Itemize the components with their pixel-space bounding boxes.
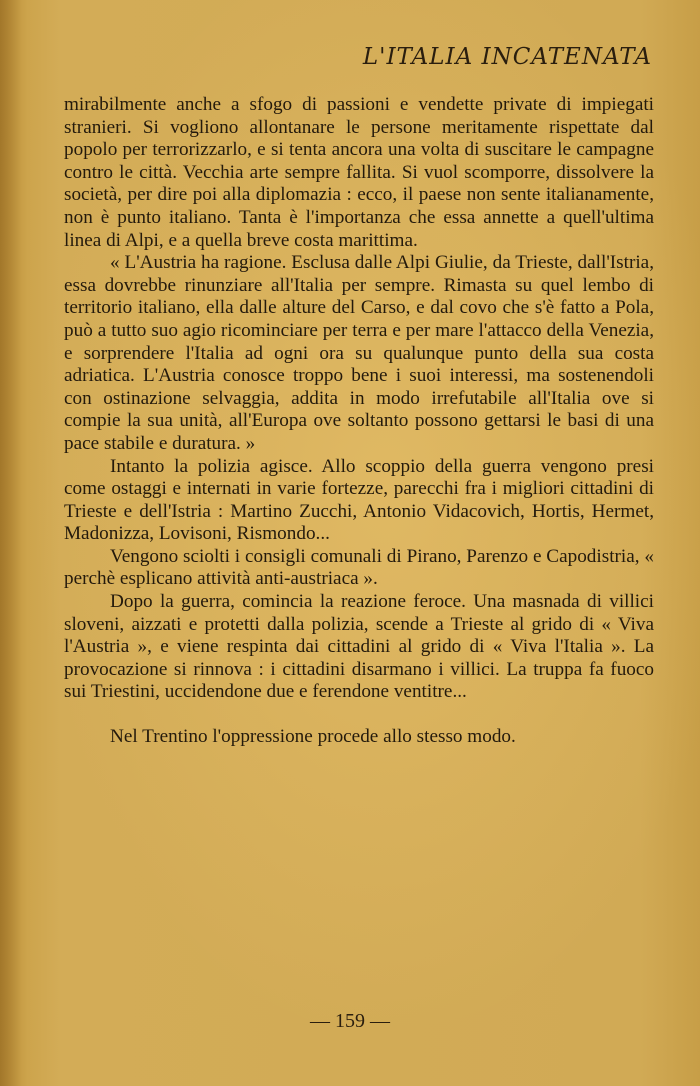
- spine-shadow: [0, 0, 22, 1086]
- paragraph-2: « L'Austria ha ragione. Esclusa dalle Alpi Giulie, da Trieste, dall'Istria, essa dovrebbe rinunziare all'Italia per sempre. Rimasta su quel lembo di territorio italiano, ella dalle alture del Carso, e dal covo che s'è fatto a Pola, può a tutto suo agio ricominciare per terra e per mare l'attacco della Venezia, e sorprendere l'Italia ad ogni ora su qualunque punto della sua costa adriatica. L'Austria conosce troppo bene i suoi interessi, ma sostenendoli con ostinazione selvaggia, addita in modo irrefutabile all'Italia ove si compie la sua unità, all'Europa ove soltanto possono gettarsi le basi di una pace stabile e duratura. »: [64, 252, 654, 454]
- paragraph-gap: [64, 704, 654, 726]
- page-number: — 159 —: [310, 1010, 390, 1032]
- running-head: L'ITALIA INCATENATA: [362, 44, 652, 70]
- paragraph-5: Dopo la guerra, comincia la reazione feroce. Una masnada di villici sloveni, aizzati e protetti dalla polizia, scende a Trieste al grido di « Viva l'Austria », e viene respinta dai cittadini al grido di « Viva l'Italia ». La provocazione si rinnova : i cittadini disarmano i villici. La truppa fa fuoco sui Triestini, uccidendone due e ferendone ventitre...: [64, 591, 654, 703]
- paragraph-3: Intanto la polizia agisce. Allo scoppio della guerra vengono presi come ostaggi e internati in varie fortezze, parecchi fra i migliori cittadini di Trieste e dell'Istria : Martino Zucchi, Antonio Vidacovich, Hortis, Hermet, Madonizza, Lovisoni, Rismondo...: [64, 455, 654, 545]
- body-text: [64, 94, 654, 749]
- paragraph-6: Nel Trentino l'oppressione procede allo stesso modo.: [110, 726, 516, 748]
- paragraph-1: mirabilmente anche a sfogo di passioni e vendette private di impiegati stranieri. Si vogliono allontanare le persone meritamente rispettate dal popolo per terrorizzarlo, e si tenta ancora una volta di suscitare le campagne contro le città. Vecchia arte sempre fallita. Si vuol scomporre, dissolvere la società, per dire poi alla diplomazia : ecco, il paese non sente italianamente, non è punto italiano. Tanta è l'importanza che essa annette a quell'ultima linea di Alpi, e a quella breve costa marittima.: [64, 94, 654, 251]
- paragraph-4: Vengono sciolti i consigli comunali di Pirano, Parenzo e Capodistria, « perchè esplicano attività anti-austriaca ».: [64, 545, 654, 590]
